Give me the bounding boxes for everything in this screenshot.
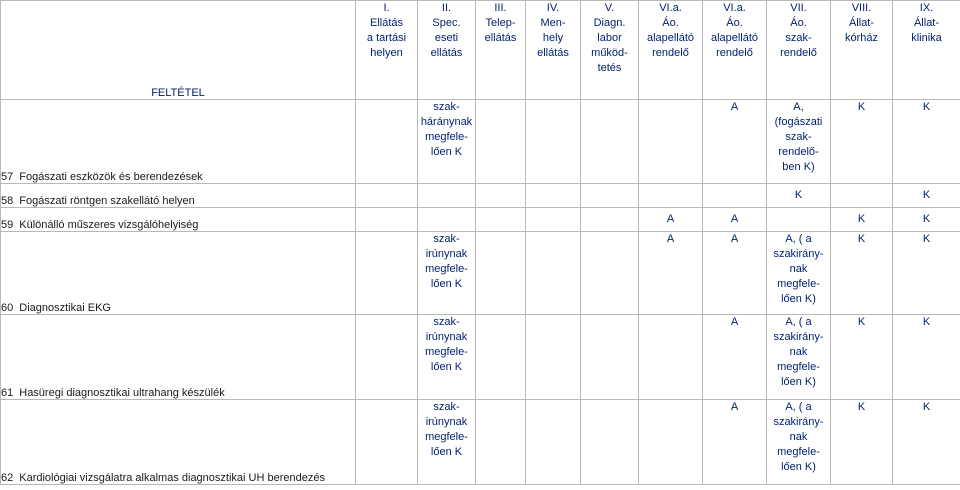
table-cell [703, 184, 767, 208]
table-cell: K [893, 208, 960, 232]
row-text: Hasüregi diagnosztikai ultrahang készülék [19, 387, 225, 399]
column-header-ix: IX. Állat- klinika [893, 1, 960, 100]
table-cell: szak- irúnynak megfele- lően K [418, 232, 476, 315]
table-cell: szak- irúnynak megfele- lően K [418, 400, 476, 485]
table-cell: A [703, 400, 767, 485]
row-label [1, 100, 356, 184]
table-cell [356, 184, 418, 208]
table-cell: A [703, 208, 767, 232]
column-header-via-2: VI.a. Áo. alapellátó rendelő [703, 1, 767, 100]
table-cell [526, 208, 581, 232]
row-text: Különálló műszeres vizsgálóhelyiség [19, 219, 199, 231]
table-row [1, 232, 960, 315]
table-cell: A, ( a szakirány- nak megfele- lően K) [767, 315, 831, 400]
table-cell [526, 232, 581, 315]
row-label [1, 184, 356, 208]
row-number: 62 [1, 472, 14, 484]
table-cell [418, 208, 476, 232]
table-cell [476, 315, 526, 400]
table-cell: A [703, 315, 767, 400]
table-cell [418, 184, 476, 208]
table-cell: A [639, 232, 703, 315]
row-label [1, 315, 356, 400]
table-cell [581, 315, 639, 400]
table-cell: K [893, 315, 960, 400]
header-row [1, 1, 960, 100]
column-header-vii: VII. Áo. szak- rendelő [767, 1, 831, 100]
table-cell [639, 100, 703, 184]
row-number: 61 [1, 387, 14, 399]
table-cell: szak- irúnynak megfele- lően K [418, 315, 476, 400]
row-number: 58 [1, 195, 14, 207]
table-cell: K [831, 208, 893, 232]
table-cell [526, 100, 581, 184]
table-cell: K [893, 184, 960, 208]
table-cell: K [893, 232, 960, 315]
row-number: 60 [1, 302, 14, 314]
table-cell [476, 400, 526, 485]
table-row [1, 184, 960, 208]
column-header-via-1: VI.a. Áo. alapellátó rendelő [639, 1, 703, 100]
table-cell: K [767, 184, 831, 208]
row-number: 57 [1, 171, 14, 183]
column-header-viii: VIII. Állat- kórház [831, 1, 893, 100]
table-cell: A, (fogászati szak- rendelő- ben K) [767, 100, 831, 184]
table-cell [581, 232, 639, 315]
table-cell [767, 208, 831, 232]
table-row [1, 208, 960, 232]
table-cell [639, 184, 703, 208]
table-cell [476, 184, 526, 208]
table-cell [639, 315, 703, 400]
table-cell: K [831, 232, 893, 315]
condition-column-header: FELTÉTEL [1, 1, 356, 100]
table-cell [476, 232, 526, 315]
table-cell: K [831, 100, 893, 184]
row-label [1, 232, 356, 315]
column-header-v: V. Diagn. labor működ- tetés [581, 1, 639, 100]
table-cell [476, 100, 526, 184]
table-cell [581, 100, 639, 184]
table-cell [581, 184, 639, 208]
table-cell [639, 400, 703, 485]
table-cell [356, 400, 418, 485]
table-cell: A, ( a szakirány- nak megfele- lően K) [767, 232, 831, 315]
table-cell [581, 400, 639, 485]
table-cell [356, 100, 418, 184]
column-header-ii: II. Spec. eseti ellátás [418, 1, 476, 100]
row-label [1, 208, 356, 232]
table-cell [581, 208, 639, 232]
table-row [1, 100, 960, 184]
table-row [1, 400, 960, 485]
table-cell: A, ( a szakirány- nak megfele- lően K) [767, 400, 831, 485]
table-cell [356, 315, 418, 400]
row-text: Fogászati röntgen szakellátó helyen [19, 195, 195, 207]
row-number: 59 [1, 219, 14, 231]
table-cell: K [893, 400, 960, 485]
table-cell: szak- háránynak megfele- lően K [418, 100, 476, 184]
table-cell: A [703, 100, 767, 184]
table-cell [526, 400, 581, 485]
column-header-iii: III. Telep- ellátás [476, 1, 526, 100]
column-header-i: I. Ellátás a tartási helyen [356, 1, 418, 100]
table-cell [356, 208, 418, 232]
row-text: Fogászati eszközök és berendezések [19, 171, 203, 183]
table-cell [356, 232, 418, 315]
row-text: Diagnosztikai EKG [19, 302, 111, 314]
row-label [1, 400, 356, 485]
table-row [1, 315, 960, 400]
table-cell: K [831, 315, 893, 400]
table-cell [831, 184, 893, 208]
column-header-iv: IV. Men- hely ellátás [526, 1, 581, 100]
table-cell [526, 184, 581, 208]
table-cell [526, 315, 581, 400]
table-cell: A [703, 232, 767, 315]
table-cell: K [893, 100, 960, 184]
table-cell [476, 208, 526, 232]
table-cell: K [831, 400, 893, 485]
table-cell: A [639, 208, 703, 232]
row-text: Kardiológiai vizsgálatra alkalmas diagnosztikai UH berendezés [19, 472, 325, 484]
